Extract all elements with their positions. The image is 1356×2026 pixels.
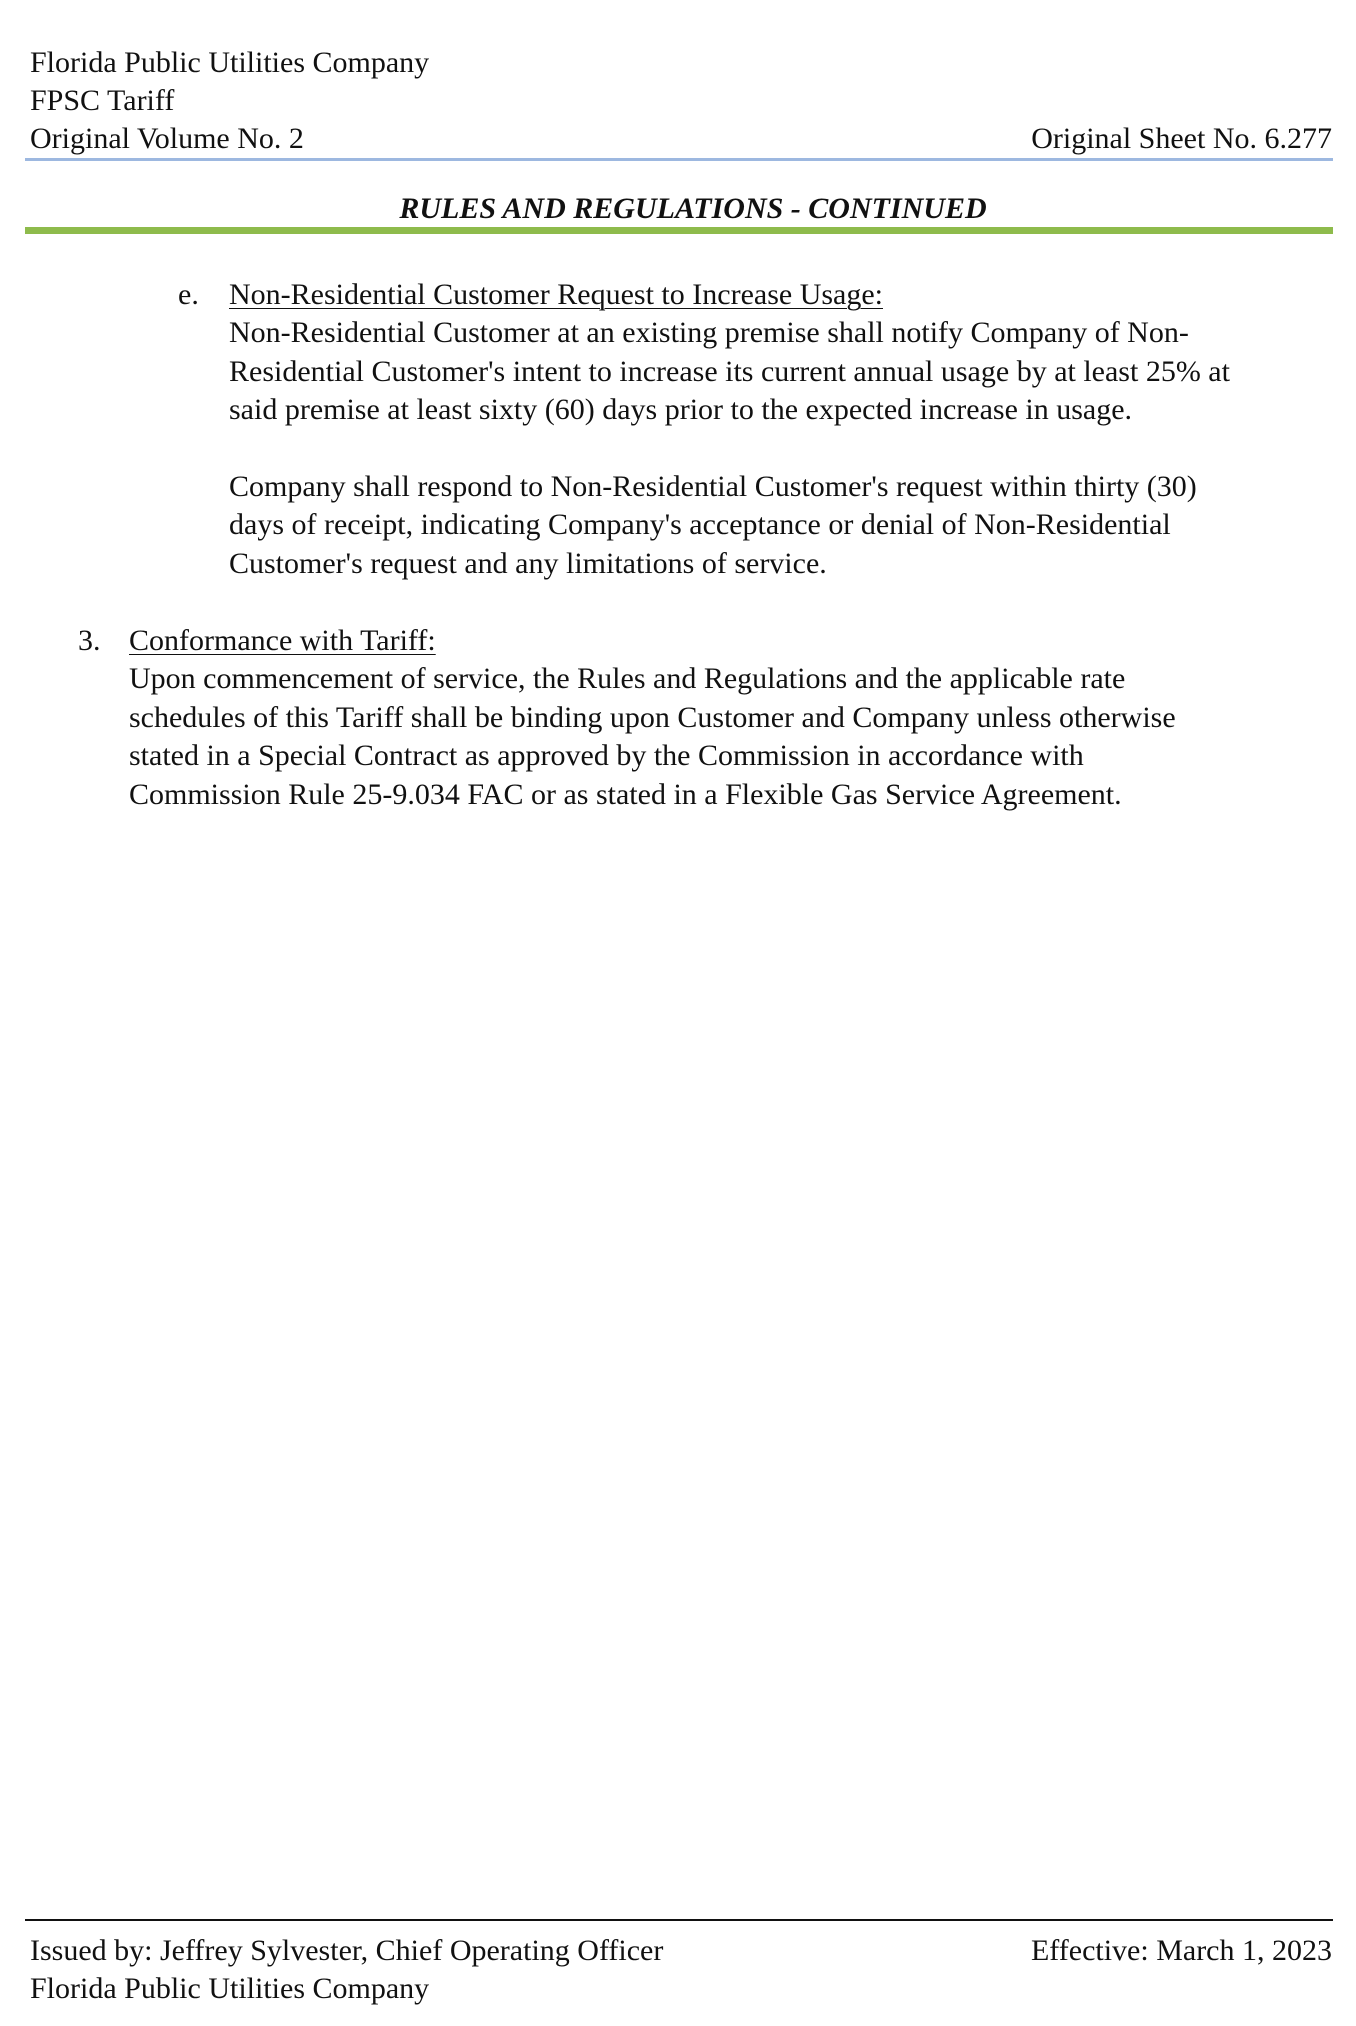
header-company: Florida Public Utilities Company bbox=[30, 46, 430, 79]
footer-issued-by: Issued by: Jeffrey Sylvester, Chief Operating Officer bbox=[30, 1934, 664, 1967]
item-e-para2-line: Company shall respond to Non-Residential Customer's request within thirty (30) bbox=[229, 470, 1197, 503]
footer-effective-date: Effective: March 1, 2023 bbox=[1030, 1934, 1332, 1967]
item-3-marker: 3. bbox=[78, 624, 101, 657]
item-e-para1-line: said premise at least sixty (60) days prior to the expected increase in usage. bbox=[229, 393, 1133, 426]
header-divider-blue bbox=[25, 158, 1333, 161]
footer-divider bbox=[25, 1919, 1333, 1921]
header-tariff: FPSC Tariff bbox=[30, 84, 175, 117]
item-e-heading: Non-Residential Customer Request to Increase Usage: bbox=[229, 278, 883, 311]
item-e-para2-line: days of receipt, indicating Company's acceptance or denial of Non-Residential bbox=[229, 508, 1171, 541]
item-e-para1-line: Non-Residential Customer at an existing premise shall notify Company of Non- bbox=[229, 316, 1189, 349]
footer-company: Florida Public Utilities Company bbox=[30, 1972, 430, 2005]
item-3-para-line: Commission Rule 25-9.034 FAC or as stated in a Flexible Gas Service Agreement. bbox=[129, 778, 1122, 811]
header-sheet-number: Original Sheet No. 6.277 bbox=[1031, 122, 1332, 155]
section-title: RULES AND REGULATIONS - CONTINUED bbox=[399, 192, 987, 225]
item-e-marker: e. bbox=[178, 278, 199, 311]
item-3-para-line: schedules of this Tariff shall be binding upon Customer and Company unless otherwise bbox=[129, 701, 1176, 734]
item-3-para-line: stated in a Special Contract as approved by the Commission in accordance with bbox=[129, 739, 1084, 772]
title-divider-green bbox=[25, 227, 1333, 234]
item-3-para-line: Upon commencement of service, the Rules and Regulations and the applicable rate bbox=[129, 662, 1126, 695]
item-e-para2-line: Customer's request and any limitations of service. bbox=[229, 547, 827, 580]
item-3-heading: Conformance with Tariff: bbox=[129, 624, 436, 657]
header-volume: Original Volume No. 2 bbox=[30, 122, 304, 155]
item-e-para1-line: Residential Customer's intent to increase its current annual usage by at least 25% at bbox=[229, 355, 1230, 388]
